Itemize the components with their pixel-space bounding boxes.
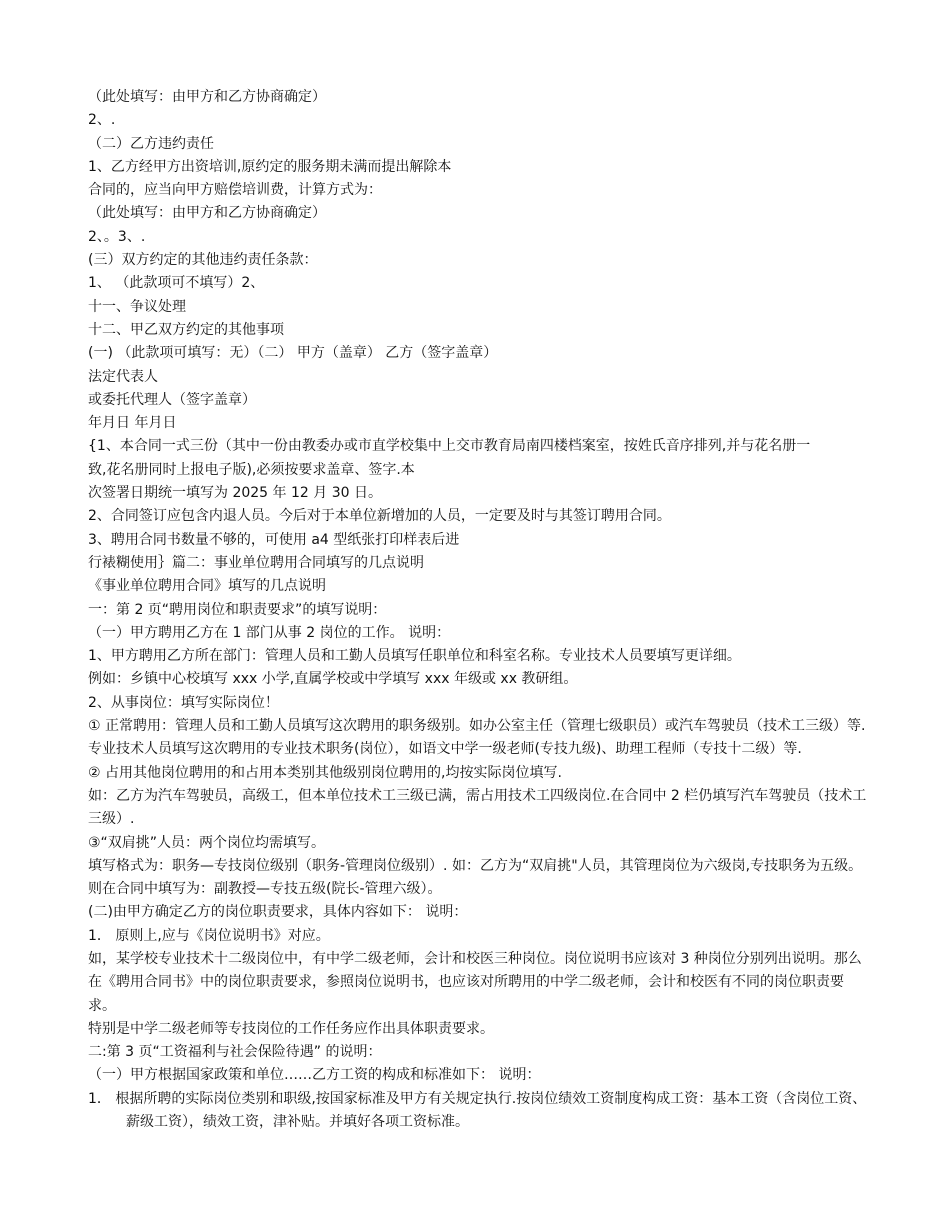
section-heading: 二:第 3 页“工资福利与社会保险待遇” 的说明： bbox=[88, 1044, 382, 1061]
section-heading: (二)由甲方确定乙方的岗位职责要求，具体内容如下： 说明： bbox=[88, 904, 468, 921]
text-paragraph: 如：乙方为汽车驾驶员，高级工，但本单位技术工三级已满，需占用技术工四级岗位.在合同中 2 栏仍填写汽车驾驶员（技术工三级）. bbox=[88, 787, 867, 828]
text-line: 致,花名册同时上报电子版),必须按要求盖章、签字.本 bbox=[88, 461, 415, 478]
text-line: ② 占用其他岗位聘用的和占用本类别其他级别岗位聘用的,均按实际岗位填写. bbox=[88, 764, 562, 781]
text-line: ③“双肩挑”人员：两个岗位均需填写。 bbox=[88, 834, 326, 851]
text-paragraph: 如，某学校专业技术十二级岗位中，有中学二级老师，会计和校医三种岗位。岗位说明书应该对 3 种岗位分别列出说明。那么在《聘用合同书》中的岗位职责要求，参照岗位说明书，也应该对所聘用的中学二级老师，会计和校医有不同的岗位职责要求。 bbox=[88, 950, 862, 1014]
text-paragraph: 填写格式为：职务—专技岗位级别（职务-管理岗位级别）. 如：乙方为“双肩挑"人员，其管理岗位为六级岗,专技职务为五级。则在合同中填写为：副教授—专技五级(院长-管理六级）。 bbox=[88, 857, 863, 898]
text-line: 行裱糊使用｝篇二：事业单位聘用合同填写的几点说明 bbox=[88, 554, 424, 571]
date-line: 年月日 年月日 bbox=[88, 415, 177, 432]
text-paragraph: ① 正常聘用：管理人员和工勤人员填写这次聘用的职务级别。如办公室主任（管理七级职员）或汽车驾驶员（技术工三级）等.专业技术人员填写这次聘用的专业技术职务(岗位），如语文中学一级老师(专技九级)、助理工程师（专技十二级）等. bbox=[88, 718, 866, 758]
section-heading: （二）乙方违约责任 bbox=[88, 135, 214, 152]
text-line: 1、乙方经甲方出资培训,原约定的服务期未满而提出解除本 bbox=[88, 158, 452, 175]
text-line: 次签署日期统一填写为 2025 年 12 月 30 日。 bbox=[88, 485, 382, 502]
signature-line: 或委托代理人（签字盖章） bbox=[88, 391, 256, 408]
text-line: 1、 （此款项可不填写）2、 bbox=[88, 275, 265, 292]
section-heading: （一）甲方根据国家政策和单位……乙方工资的构成和标准如下： 说明： bbox=[88, 1067, 541, 1084]
text-line: 1． 原则上,应与《岗位说明书》对应。 bbox=[88, 927, 330, 944]
text-line: （此处填写：由甲方和乙方协商确定） bbox=[88, 205, 326, 222]
section-heading: (三）双方约定的其他违约责任条款： bbox=[88, 252, 318, 269]
text-line: 3、聘用合同书数量不够的，可使用 a4 型纸张打印样表后进 bbox=[88, 531, 460, 548]
signature-line: (一) （此款项可填写：无）（二） 甲方（盖章） 乙方（签字盖章） bbox=[88, 345, 498, 362]
section-heading: 《事业单位聘用合同》填写的几点说明 bbox=[88, 578, 326, 595]
text-line: 2、. bbox=[88, 112, 116, 129]
text-line: 合同的，应当向甲方赔偿培训费，计算方式为： bbox=[88, 182, 382, 199]
section-heading: 十二、甲乙双方约定的其他事项 bbox=[88, 321, 284, 338]
text-line: 1、甲方聘用乙方所在部门：管理人员和工勤人员填写任职单位和科室名称。专业技术人员要填写更详细。 bbox=[88, 648, 741, 665]
text-paragraph: 1． 根据所聘的实际岗位类别和职级,按国家标准及甲方有关规定执行.按岗位绩效工资制度构成工资：基本工资（含岗位工资、薪级工资），绩效工资，津补贴。并填好各项工资标准。 bbox=[88, 1090, 867, 1131]
signature-line: 法定代表人 bbox=[88, 368, 158, 385]
document-body bbox=[88, 86, 868, 1134]
text-line: 例如：乡镇中心校填写 xxx 小学,直属学校或中学填写 xxx 年级或 xx 教研组。 bbox=[88, 671, 578, 688]
text-line: 2、。3、. bbox=[88, 228, 146, 245]
section-heading: 一：第 2 页“聘用岗位和职责要求”的填写说明： bbox=[88, 601, 387, 618]
text-line: 特别是中学二级老师等专技岗位的工作任务应作出具体职责要求。 bbox=[88, 1020, 494, 1037]
text-line: （此处填写：由甲方和乙方协商确定） bbox=[88, 89, 326, 105]
text-line: 2、合同签订应包含内退人员。今后对于本单位新增加的人员，一定要及时与其签订聘用合同。 bbox=[88, 508, 671, 525]
text-paragraph: {1、本合同一式三份（其中一份由教委办或市直学校集中上交市教育局南四楼档案室，按姓氏音序排列,并与花名册一 bbox=[88, 438, 811, 455]
text-line: 2、从事岗位：填写实际岗位！ bbox=[88, 694, 279, 711]
section-heading: 十一、争议处理 bbox=[88, 298, 186, 315]
text-line: （一）甲方聘用乙方在 1 部门从事 2 岗位的工作。 说明： bbox=[88, 624, 451, 641]
